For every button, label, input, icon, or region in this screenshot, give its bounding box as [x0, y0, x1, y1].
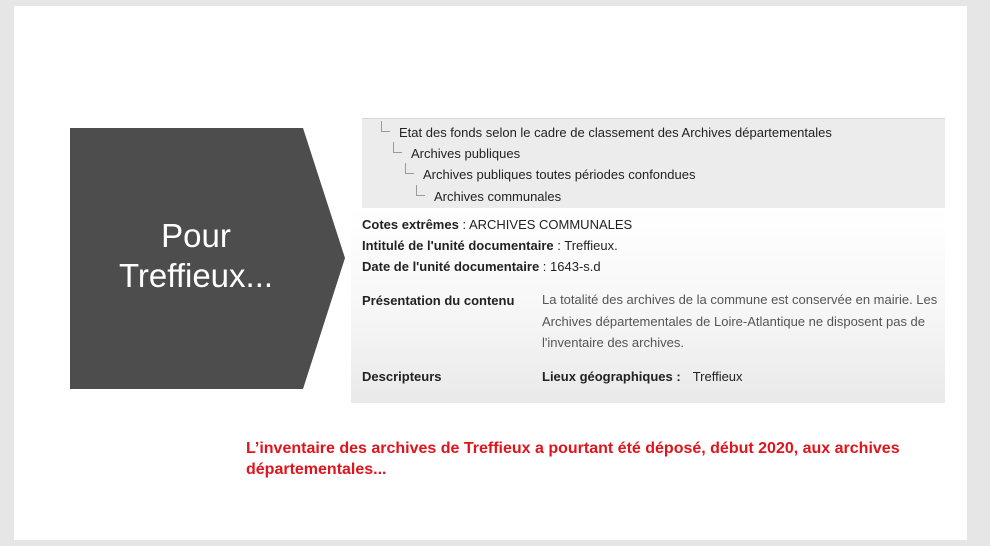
- intitule-row: Intitulé de l'unité documentaire : Treffieux.: [362, 238, 618, 253]
- cotes-row: Cotes extrêmes : ARCHIVES COMMUNALES: [362, 217, 633, 232]
- record-details: [351, 208, 945, 403]
- presentation-label: Présentation du contenu: [362, 293, 515, 308]
- lieux-label: Lieux géographiques :: [542, 369, 681, 384]
- intitule-label: Intitulé de l'unité documentaire: [362, 238, 554, 253]
- tree-item-etat-des-fonds[interactable]: [399, 125, 832, 140]
- chevron-shape: [70, 128, 345, 389]
- lieux-geographiques: [542, 369, 743, 384]
- tree-branch-icon: [416, 185, 425, 196]
- date-label: Date de l'unité documentaire: [362, 259, 540, 274]
- chevron-title-line1: Pour: [161, 217, 231, 254]
- tree-branch-icon: [393, 142, 402, 153]
- descripteurs-label: Descripteurs: [362, 369, 442, 384]
- red-note: L’inventaire des archives de Treffieux a pourtant été déposé, début 2020, aux archives départementales...: [246, 440, 900, 478]
- tree-item-label: Archives publiques toutes périodes confondues: [423, 167, 696, 182]
- chevron-title-line2: Treffieux...: [118, 257, 274, 294]
- date-value: 1643-s.d: [550, 259, 601, 274]
- tree-item-label: Archives publiques: [411, 146, 521, 161]
- presentation-text: La totalité des archives de la commune est conservée en mairie. Les Archives départementales de Loire-Atlantique ne disposent pas de l'inventaire des archives.: [542, 292, 938, 350]
- tree-item-label: Archives communales: [434, 189, 562, 204]
- tree-item-archives-communales[interactable]: [434, 189, 561, 204]
- intitule-value: Treffieux.: [564, 238, 618, 253]
- classification-tree: [362, 118, 945, 209]
- tree-item-archives-publiques[interactable]: [411, 146, 520, 161]
- cotes-label: Cotes extrêmes: [362, 217, 459, 232]
- cotes-value: ARCHIVES COMMUNALES: [468, 217, 633, 232]
- tree-branch-icon: [381, 121, 390, 132]
- tree-branch-icon: [405, 163, 414, 174]
- date-row: Date de l'unité documentaire : 1643-s.d: [362, 259, 601, 274]
- tree-item-label: Etat des fonds selon le cadre de classement des Archives départementales: [399, 125, 832, 140]
- tree-item-toutes-periodes[interactable]: [423, 167, 695, 182]
- chevron-title: [70, 216, 322, 296]
- lieux-value-link[interactable]: Treffieux: [692, 369, 743, 384]
